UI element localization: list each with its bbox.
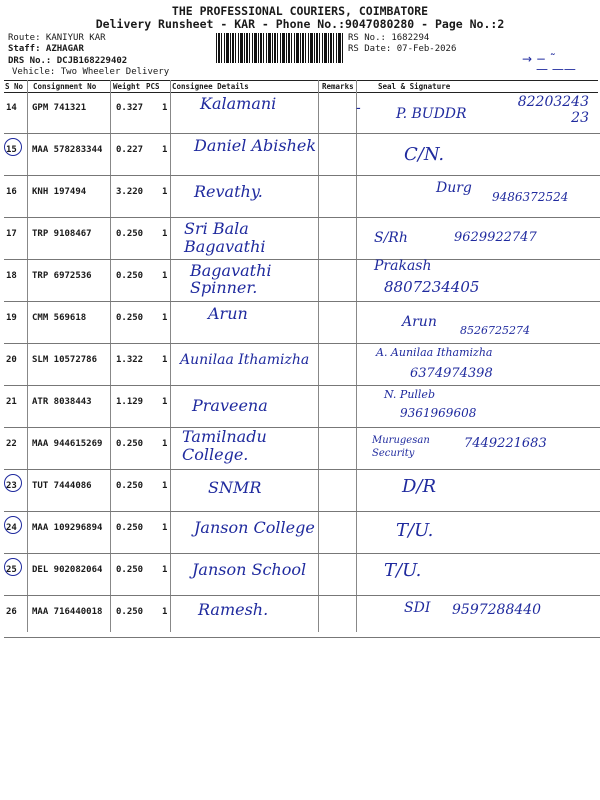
row-consignment: MAA 716440018 [32, 607, 103, 617]
phone-note: 9361969608 [400, 406, 477, 420]
row-consignment: TRP 9108467 [32, 229, 92, 239]
row-consignment: ATR 8038443 [32, 397, 92, 407]
row-consignment: SLM 10572786 [32, 355, 98, 365]
row-weight: 0.250 [116, 607, 144, 617]
row-weight: 0.250 [116, 313, 144, 323]
row-weight: 0.227 [116, 145, 144, 155]
row-weight: 0.250 [116, 439, 144, 449]
seal-signature: Prakash [374, 258, 432, 274]
row-pcs: 1 [162, 439, 168, 449]
row-consignment: TUT 7444086 [32, 481, 92, 491]
consignee-handwriting: Sri Bala Bagavathi [184, 219, 266, 256]
row-pcs: 1 [162, 523, 168, 533]
consignee-handwriting: Kalamani [200, 94, 277, 113]
row-sno: 18 [6, 271, 17, 281]
row-consignment: DEL 902082064 [32, 565, 103, 575]
vehicle-label: Vehicle: Two Wheeler Delivery [12, 67, 170, 77]
seal-signature: S/Rh [374, 230, 408, 246]
remark-handwriting: - [356, 100, 361, 116]
row-pcs: 1 [162, 187, 168, 197]
row-consignment: CMM 569618 [32, 313, 87, 323]
table-row [4, 428, 600, 470]
row-pcs: 1 [162, 607, 168, 617]
row-pcs: 1 [162, 397, 168, 407]
drs-label: DRS No.: DCJB168229402 [8, 56, 128, 66]
row-sno: 26 [6, 607, 17, 617]
corner-mark-2: — —— [536, 62, 576, 76]
seal-signature: C/N. [404, 144, 445, 165]
table-row [4, 344, 600, 386]
consignee-handwriting: Daniel Abishek [194, 136, 317, 155]
row-pcs: 1 [162, 103, 168, 113]
row-pcs: 1 [162, 481, 168, 491]
table-row [4, 92, 600, 134]
col-header-consignment: Consignment No [33, 82, 97, 91]
consignee-handwriting: SNMR [208, 478, 262, 497]
table-row [4, 260, 600, 302]
table-row [4, 596, 600, 638]
row-pcs: 1 [162, 145, 168, 155]
consignee-handwriting: Ramesh. [198, 600, 269, 619]
row-weight: 0.250 [116, 565, 144, 575]
row-consignment: TRP 6972536 [32, 271, 92, 281]
col-header-pcs: PCS [146, 82, 160, 91]
col-header-sno: S No [5, 82, 24, 91]
route-label: Route: KANIYUR KAR [8, 33, 106, 43]
consignee-handwriting: Bagavathi Spinner. [190, 261, 272, 297]
company-title: THE PROFESSIONAL COURIERS, COIMBATORE [171, 4, 429, 18]
table-row [4, 554, 600, 596]
corner-mark: → − ˜ [522, 52, 556, 66]
row-sno: 22 [6, 439, 17, 449]
table-row [4, 470, 600, 512]
consignee-handwriting: Janson College [194, 518, 315, 537]
col-header-consignee: Consignee Details [172, 82, 249, 91]
row-consignment: GPM 741321 [32, 103, 87, 113]
barcode [216, 33, 344, 63]
seal-signature: Arun [402, 314, 437, 330]
row-weight: 0.327 [116, 103, 144, 113]
table-row [4, 218, 600, 260]
row-weight: 0.250 [116, 229, 144, 239]
row-weight: 0.250 [116, 523, 144, 533]
consignee-handwriting: Revathy. [194, 182, 263, 201]
seal-signature: D/R [402, 476, 437, 497]
row-pcs: 1 [162, 313, 168, 323]
table-row [4, 512, 600, 554]
row-sno: 23 [6, 481, 17, 491]
row-sno: 21 [6, 397, 17, 407]
rs-date: RS Date: 07-Feb-2026 [348, 44, 457, 54]
consignee-handwriting: Janson School [192, 560, 307, 579]
runsheet-title: Delivery Runsheet - KAR - Phone No.:9047080280 - Page No.:2 [95, 17, 505, 31]
row-sno: 25 [6, 565, 17, 575]
consignee-handwriting: Tamilnadu College. [182, 427, 267, 464]
table-row [4, 134, 600, 176]
row-sno: 20 [6, 355, 17, 365]
consignee-handwriting: Arun [208, 304, 248, 323]
row-consignment: MAA 109296894 [32, 523, 103, 533]
col-header-weight: Weight [113, 82, 141, 91]
row-consignment: MAA 944615269 [32, 439, 103, 449]
row-pcs: 1 [162, 355, 168, 365]
staff-label: Staff: AZHAGAR [8, 44, 84, 54]
phone-note: 7449221683 [464, 436, 547, 451]
phone-note: 9597288440 [452, 602, 542, 618]
phone-note: 82203243 23 [517, 94, 589, 126]
row-weight: 0.250 [116, 271, 144, 281]
phone-note: 8526725274 [460, 324, 530, 337]
row-sno: 16 [6, 187, 17, 197]
row-sno: 17 [6, 229, 17, 239]
row-weight: 3.220 [116, 187, 144, 197]
row-consignment: KNH 197494 [32, 187, 87, 197]
seal-signature: SDI [404, 600, 431, 616]
consignee-handwriting: Aunilaa Ithamizha [180, 352, 310, 368]
phone-note: 8807234405 [384, 278, 480, 296]
seal-signature: T/U. [384, 560, 422, 581]
table-row [4, 386, 600, 428]
row-consignment: MAA 578283344 [32, 145, 103, 155]
row-weight: 0.250 [116, 481, 144, 491]
row-weight: 1.129 [116, 397, 144, 407]
seal-signature: A. Aunilaa Ithamizha [376, 346, 493, 359]
row-sno: 24 [6, 523, 17, 533]
phone-note: 9629922747 [454, 230, 537, 245]
col-header-remarks: Remarks [322, 82, 354, 91]
phone-note: 9486372524 [492, 190, 569, 204]
seal-signature: Murugesan Security [372, 435, 430, 459]
row-weight: 1.322 [116, 355, 144, 365]
row-sno: 19 [6, 313, 17, 323]
header-rule-top [4, 80, 598, 81]
row-pcs: 1 [162, 271, 168, 281]
seal-signature: P. BUDDR [396, 106, 467, 122]
row-sno: 14 [6, 103, 17, 113]
table-row [4, 302, 600, 344]
seal-signature: Durg [436, 180, 472, 196]
consignee-handwriting: Praveena [192, 396, 268, 415]
row-pcs: 1 [162, 229, 168, 239]
seal-signature: N. Pulleb [384, 388, 435, 401]
col-header-seal: Seal & Signature [378, 82, 451, 91]
row-pcs: 1 [162, 565, 168, 575]
seal-signature: T/U. [396, 520, 434, 541]
phone-note: 6374974398 [410, 366, 493, 381]
table-row [4, 176, 600, 218]
rs-number: RS No.: 1682294 [348, 33, 430, 43]
row-sno: 15 [6, 145, 17, 155]
